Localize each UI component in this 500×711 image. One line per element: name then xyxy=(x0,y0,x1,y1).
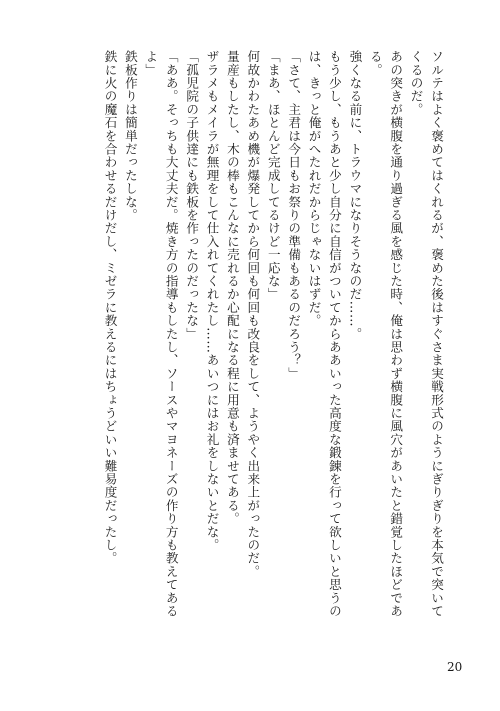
text-line: る。 xyxy=(367,50,383,77)
text-line: 「ああ。そっちも大丈夫だ。焼き方の指導もしたし、ソースやマヨネーズの作り方も教えてある xyxy=(163,50,179,618)
text-line: 鉄板作りは簡単だったしな。 xyxy=(122,50,138,222)
text-line: ソルテはよく褒めてはくれるが、褒めた後はすぐさま実戦形式のようにぎりぎりを本気で突いて xyxy=(429,50,444,618)
text-line: 何故かわたあめ機が爆発してから何回も何回も改良をして、ようやく出来上がったのだ。 xyxy=(245,50,261,578)
text-line: 量産もしたし、木の棒もこんなに売れるか心配になる程に用意も済ませてある。 xyxy=(224,50,240,526)
text-line: は、きっと俺がへたれだからじゃないはずだ。 xyxy=(306,50,322,328)
text-line: 強くなる前に、トラウマになりそうなのだ……。 xyxy=(347,50,363,341)
text-line: もう少し、もうあと少し自分に自信がついてからああいった高度な鍛錬を行って欲しいと思うの xyxy=(326,50,342,618)
text-line: 「さて、主君は今日もお祭りの準備もあるのだろう？」 xyxy=(286,50,302,380)
text-line: 「まあ、ほとんど完成してるけど一応な」 xyxy=(265,50,281,301)
text-line: 「孤児院の子供達にも鉄板を作ったのだったな」 xyxy=(184,50,200,341)
text-line: 鉄に火の魔石を合わせるだけだし、ミゼラに教えるにはちょうどいい難易度だったし。 xyxy=(102,50,118,565)
text-line: あの突きが横腹を通り過ぎる風を感じた時、俺は思わず横腹に風穴があいたと錯覚したほどであ xyxy=(388,50,404,618)
page-number: 20 xyxy=(447,660,463,674)
text-line: ザラメもメイラが無理をして仕入れてくれたし……あいつにはお礼をしないとだな。 xyxy=(204,50,220,552)
text-line: よ」 xyxy=(143,50,159,77)
body-text xyxy=(99,50,446,642)
text-line: くるのだ。 xyxy=(408,50,424,116)
